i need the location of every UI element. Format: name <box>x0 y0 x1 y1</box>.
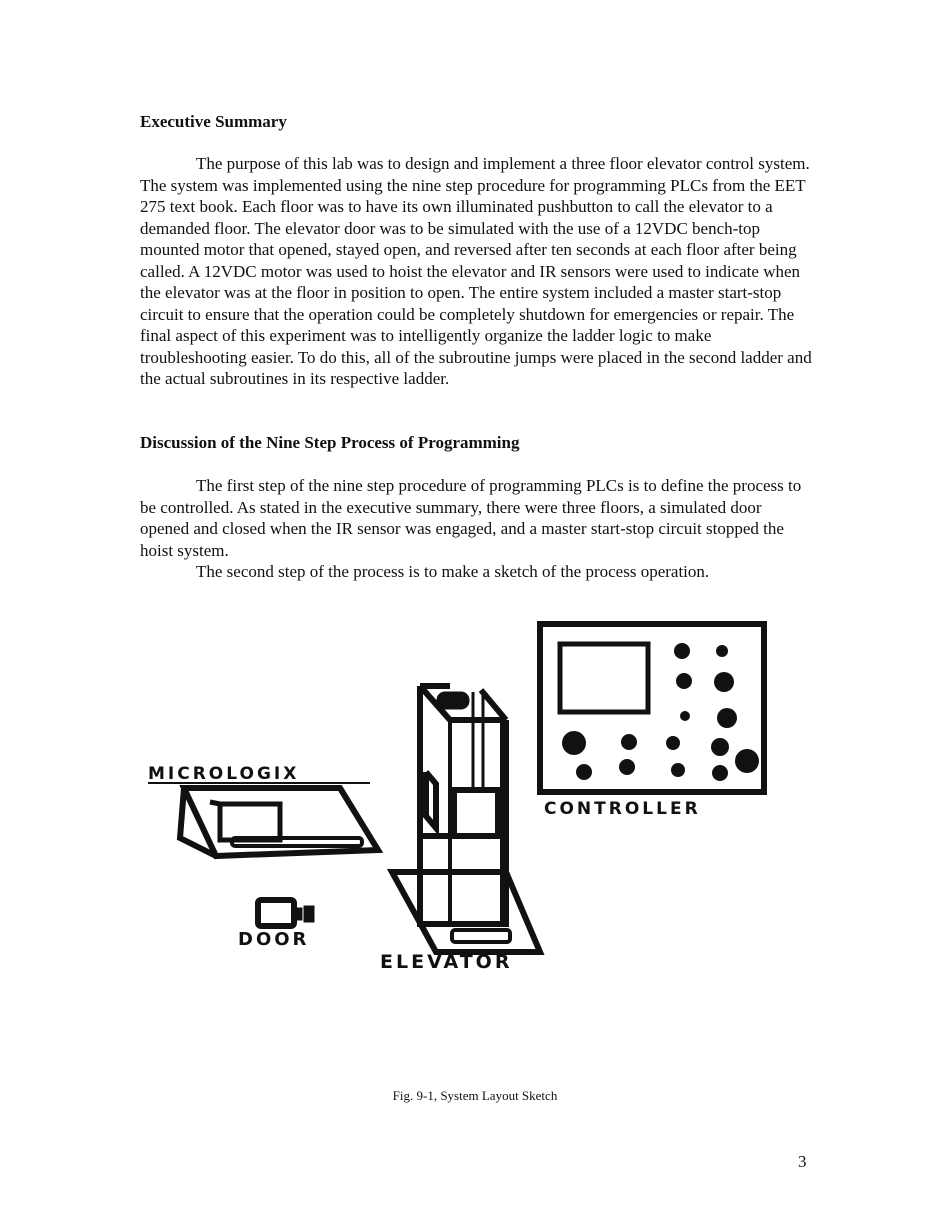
knob <box>562 731 586 755</box>
door-label: DOOR <box>238 929 310 950</box>
executive-summary-paragraph: The purpose of this lab was to design and implement a three floor elevator control system. The system was implemented using the nine step procedure for programming PLCs from the EET 275 text book. Each floor was to have its own illuminated pushbutton to call the elevator to a demanded floor. The elevator door was to be simulated with the use of a 12VDC bench-top mounted motor that opened, stayed open, and reversed after ten seconds at each floor after being called. A 12VDC motor was used to hoist the elevator and IR sensors were used to indicate when the elevator was at the floor in position to open. The entire system included a master start-stop circuit to ensure that the operation could be completely shutdown for emergencies or repair. The final aspect of this experiment was to intelligently organize the ladder logic to make troubleshooting easier. To do this, all of the subroutine jumps were placed in the second ladder and the actual subroutines in its respective ladder. <box>140 154 812 388</box>
knob <box>674 643 690 659</box>
plc-module <box>220 804 280 840</box>
controller-screen <box>560 644 648 712</box>
door-motor <box>258 900 314 926</box>
knob <box>716 645 728 657</box>
knob <box>666 736 680 750</box>
door-motor-body <box>258 900 294 926</box>
knob <box>714 672 734 692</box>
elevator-tower <box>392 686 540 952</box>
knob <box>735 749 759 773</box>
hoist-motor <box>437 692 469 709</box>
page-number: 3 <box>798 1152 807 1171</box>
micrologix-plc <box>180 788 378 856</box>
knob <box>680 711 690 721</box>
knob <box>712 765 728 781</box>
discussion-heading: Discussion of the Nine Step Process of Programming <box>140 433 520 452</box>
knob <box>576 764 592 780</box>
knob <box>671 763 685 777</box>
step-two-paragraph: The second step of the process is to make a sketch of the process operation. <box>196 562 710 581</box>
controller-panel <box>540 624 764 792</box>
knob <box>717 708 737 728</box>
elevator-car <box>454 790 498 836</box>
controller-frame <box>540 624 764 792</box>
sketch-drawing <box>140 612 780 972</box>
controller-label: CONTROLLER <box>544 799 701 819</box>
knob <box>621 734 637 750</box>
knob <box>711 738 729 756</box>
figure-caption: Fig. 9-1, System Layout Sketch <box>392 1088 558 1103</box>
knob <box>676 673 692 689</box>
knob <box>619 759 635 775</box>
step-one-paragraph: The first step of the nine step procedure of programming PLCs is to define the process to be controlled. As stated in the executive summary, there were three floors, a simulated door opened and closed when the IR sensor was engaged, and a master start-stop circuit stopped the hoist system. <box>140 476 802 560</box>
micrologix-label: MICROLOGIX <box>148 764 300 784</box>
system-layout-sketch <box>140 612 780 972</box>
executive-summary-heading: Executive Summary <box>140 112 287 131</box>
elevator-label: ELEVATOR <box>380 951 513 972</box>
